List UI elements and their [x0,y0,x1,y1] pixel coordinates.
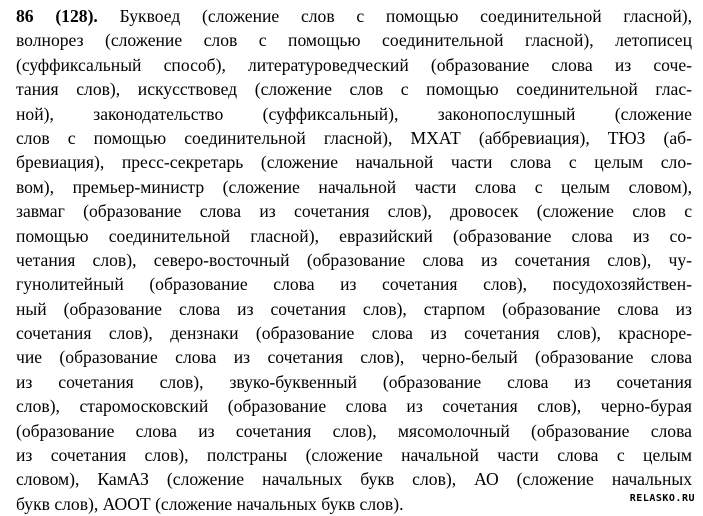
text-line-13: ный (образование слова из сочетания слов), старпом (образование слова из [16,298,692,319]
text-line-1 [16,4,692,28]
text-line-7: бревиация), пресс-секретарь (сложение начальной части слова с целым сло- [16,152,692,173]
text-line-20: словом), КамАЗ (сложение начальных букв слов), АО (сложение начальных [16,469,692,490]
text-line-8: вом), премьер-министр (сложение начальной части слова с целым словом), [16,176,692,197]
text-line-14: сочетания слов), дензнаки (образование слова из сочетания слов), красноре- [16,323,692,344]
text-line-5: ной), законодательство (суффиксальный), законопослушный (сложение [16,103,692,124]
exercise-number: 86 (128). [16,6,98,26]
text-line-1-content: Буквоед (сложение слов с помощью соединительной гласной), [97,6,692,26]
text-line-6: слов с помощью соединительной гласной), МХАТ (аббревиация), ТЮЗ (аб- [16,127,692,148]
text-line-18: (образование слова из сочетания слов), мясомолочный (образование слова [16,420,692,441]
text-line-19: из сочетания слов), полстраны (сложение начальной части слова с целым [16,445,692,466]
text-line-2: волнорез (сложение слов с помощью соединительной гласной), летописец [16,30,692,51]
text-line-11: четания слов), северо-восточный (образование слова из сочетания слов), чу- [16,249,692,270]
text-line-9: завмаг (образование слова из сочетания слов), дровосек (сложение слов с [16,201,692,222]
text-line-17: слов), старомосковский (образование слова из сочетания слов), черно-бурая [16,396,692,417]
text-line-15: чие (образование слова из сочетания слов), черно-белый (образование слова [16,347,692,368]
text-line-16: из сочетания слов), звуко-буквенный (образование слова из сочетания [16,371,692,392]
text-line-10: помощью соединительной гласной), евразийский (образование слова из со- [16,225,692,246]
text-line-21: букв слов), АООТ (сложение начальных букв слов). [16,493,404,514]
exercise-text [16,4,692,516]
site-watermark: RELASKO.RU [629,493,695,504]
text-line-3: (суффиксальный способ), литературоведческий (образование слова из соче- [16,54,692,75]
text-line-12: гунолитейный (образование слова из сочетания слов), посудохозяйствен- [16,274,692,295]
text-line-4: тания слов), искусствовед (сложение слов с помощью соединительной глас- [16,79,692,100]
